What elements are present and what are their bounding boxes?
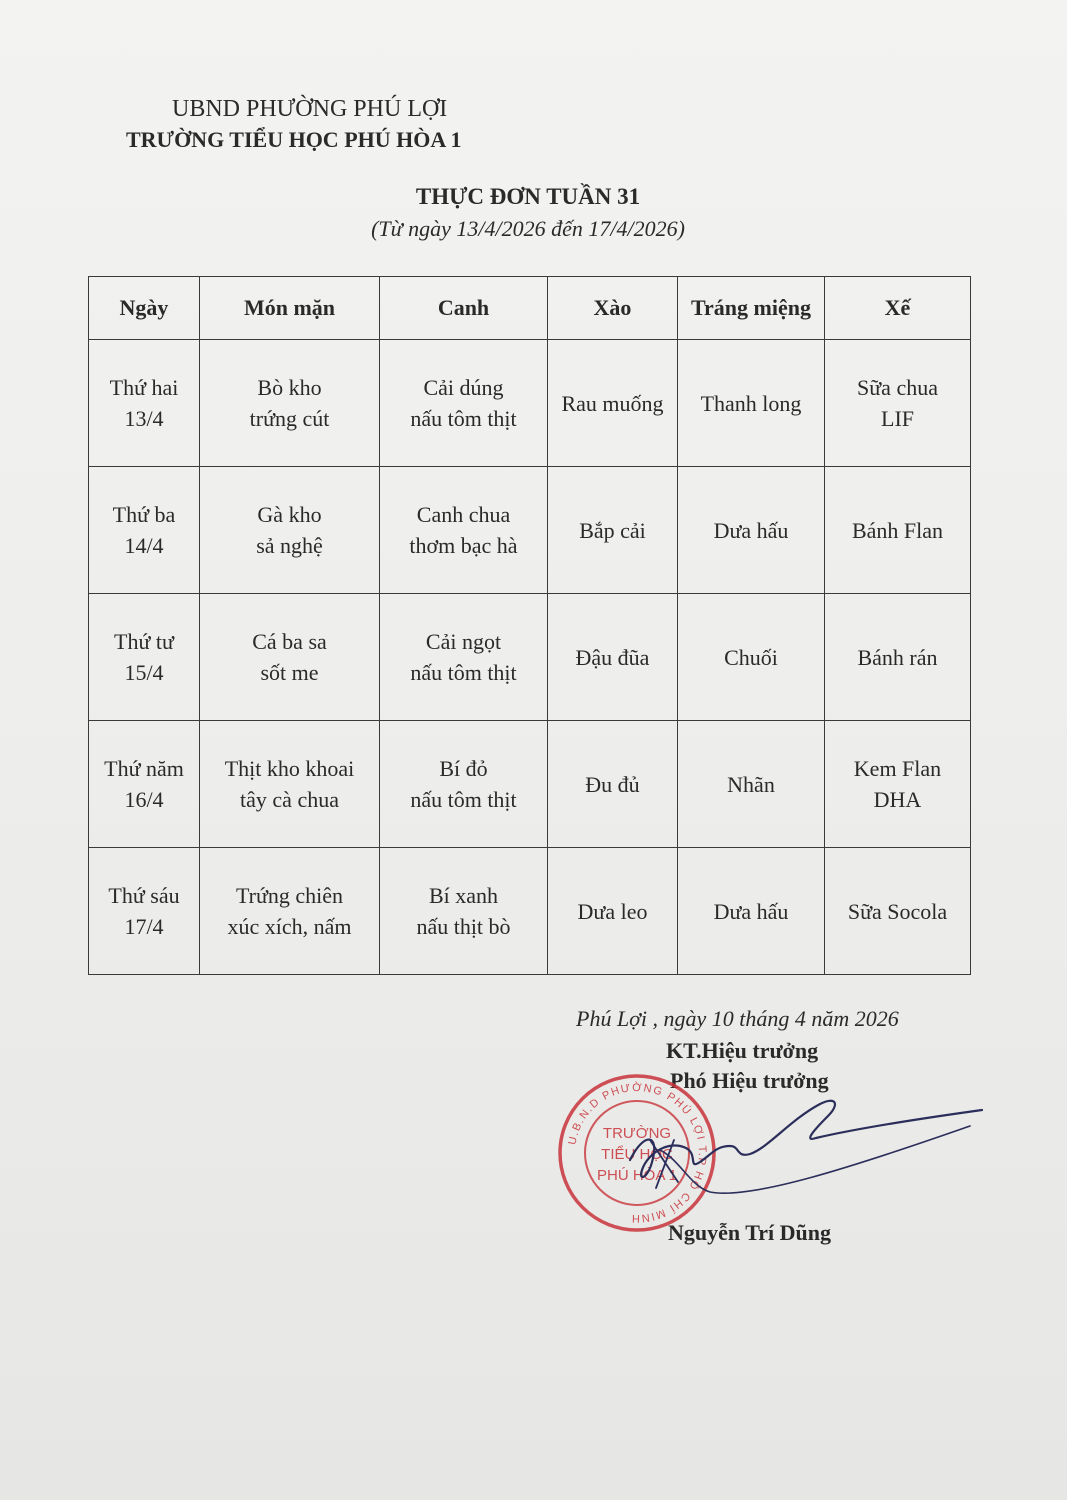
cell-text: 16/4 [124, 787, 164, 812]
cell-xao [548, 467, 678, 594]
table-row [89, 848, 971, 975]
cell-text: Bánh Flan [851, 517, 944, 543]
signer-name: Nguyễn Trí Dũng [668, 1220, 832, 1245]
cell-xe [825, 467, 971, 594]
cell-day [89, 721, 200, 848]
header-trang-mieng: Tráng miệng [678, 277, 825, 340]
cell-canh [380, 848, 548, 975]
table-row [89, 721, 971, 848]
cell-text: sả nghệ [256, 533, 323, 558]
cell-text: LIF [881, 406, 914, 431]
cell-xao [548, 340, 678, 467]
header-canh: Canh [380, 277, 548, 340]
cell-text: Chuối [724, 644, 778, 670]
cell-text: Dưa leo [577, 898, 648, 924]
cell-text: 13/4 [124, 406, 164, 431]
document-subtitle: (Từ ngày 13/4/2026 đến 17/4/2026) [371, 216, 685, 241]
cell-mon-man [200, 848, 380, 975]
cell-text: Thứ năm [104, 756, 184, 781]
cell-trang-mieng [678, 594, 825, 721]
cell-day [89, 467, 200, 594]
cell-xe [825, 848, 971, 975]
cell-mon-man [200, 340, 380, 467]
menu-table-body [89, 340, 971, 975]
stamp-center-line-3: PHÚ HÒA 1 [596, 1167, 678, 1184]
table-header-row [89, 277, 971, 340]
menu-table [88, 276, 971, 975]
cell-xe [825, 594, 971, 721]
cell-canh [380, 467, 548, 594]
cell-text: Thứ tư [114, 629, 174, 654]
cell-text: Thứ ba [112, 502, 176, 527]
place-date: Phú Lợi , ngày 10 tháng 4 năm 2026 [576, 1006, 899, 1031]
handwritten-signature [590, 1090, 990, 1210]
cell-text: DHA [873, 787, 922, 812]
cell-xe [825, 340, 971, 467]
cell-text: Kem Flan [853, 756, 942, 781]
stamp-center-line-2: TIỂU HỌC [601, 1146, 673, 1163]
cell-mon-man [200, 467, 380, 594]
cell-xao [548, 594, 678, 721]
cell-trang-mieng [678, 848, 825, 975]
cell-text: trứng cút [249, 406, 330, 431]
cell-text: 14/4 [124, 533, 164, 558]
header-xao: Xào [548, 277, 678, 340]
cell-xao [548, 721, 678, 848]
cell-xao [548, 848, 678, 975]
cell-canh [380, 340, 548, 467]
stamp-center-line-1: TRƯỜNG [602, 1125, 672, 1142]
table-row [89, 340, 971, 467]
cell-text: Đậu đũa [575, 644, 650, 670]
signature-title-2: Phó Hiệu trưởng [670, 1068, 829, 1093]
cell-text: tây cà chua [240, 787, 339, 812]
cell-trang-mieng [678, 721, 825, 848]
cell-day [89, 594, 200, 721]
cell-text: Thứ hai [109, 375, 179, 400]
stamp-ring-text: U.B.N.D PHƯỜNG PHÚ LỢI T.P HỒ CHÍ MINH [566, 1081, 709, 1225]
cell-xe [825, 721, 971, 848]
cell-canh [380, 721, 548, 848]
cell-text: thơm bạc hà [409, 533, 518, 558]
cell-text: Cải dúng [423, 375, 504, 400]
cell-text: nấu tôm thịt [410, 406, 517, 431]
cell-text: nấu tôm thịt [410, 787, 517, 812]
cell-text: Bí đỏ [439, 756, 488, 781]
cell-text: Sữa chua [857, 375, 938, 400]
cell-text: Sữa Socola [847, 898, 948, 924]
cell-text: xúc xích, nấm [227, 914, 352, 939]
cell-trang-mieng [678, 340, 825, 467]
cell-canh [380, 594, 548, 721]
cell-text: Gà kho [257, 502, 322, 527]
cell-text: Cải ngọt [425, 629, 502, 654]
cell-text: Thứ sáu [108, 883, 180, 908]
cell-text: Nhãn [727, 771, 775, 797]
org-line-1: UBND PHƯỜNG PHÚ LỢI [172, 96, 448, 122]
document-title: THỰC ĐƠN TUẦN 31 [415, 184, 641, 209]
cell-day [89, 848, 200, 975]
header-mon-man: Món mặn [200, 277, 380, 340]
cell-text: 15/4 [124, 660, 164, 685]
header-ngay: Ngày [89, 277, 200, 340]
cell-text: Dưa hấu [713, 517, 789, 543]
signature-title-1: KT.Hiệu trưởng [666, 1038, 819, 1063]
cell-text: Bánh rán [857, 644, 938, 670]
org-line-2: TRƯỜNG TIỂU HỌC PHÚ HÒA 1 [126, 127, 462, 152]
cell-text: Canh chua [416, 502, 511, 527]
cell-mon-man [200, 721, 380, 848]
cell-text: Trứng chiên [235, 883, 344, 908]
header-xe: Xế [825, 277, 971, 340]
cell-text: Bắp cải [579, 517, 646, 543]
table-row [89, 594, 971, 721]
cell-text: sốt me [260, 660, 319, 685]
cell-text: Bò kho [257, 375, 322, 400]
cell-text: nấu thịt bò [416, 914, 511, 939]
cell-text: Rau muống [561, 390, 664, 416]
cell-day [89, 340, 200, 467]
cell-text: Bí xanh [428, 883, 499, 908]
cell-text: Thịt kho khoai [224, 756, 355, 781]
cell-text: nấu tôm thịt [410, 660, 517, 685]
cell-text: 17/4 [124, 914, 164, 939]
cell-text: Đu đủ [585, 771, 640, 797]
cell-text: Thanh long [700, 390, 802, 416]
cell-text: Cá ba sa [252, 629, 327, 654]
table-row [89, 467, 971, 594]
cell-mon-man [200, 594, 380, 721]
cell-text: Dưa hấu [713, 898, 789, 924]
cell-trang-mieng [678, 467, 825, 594]
